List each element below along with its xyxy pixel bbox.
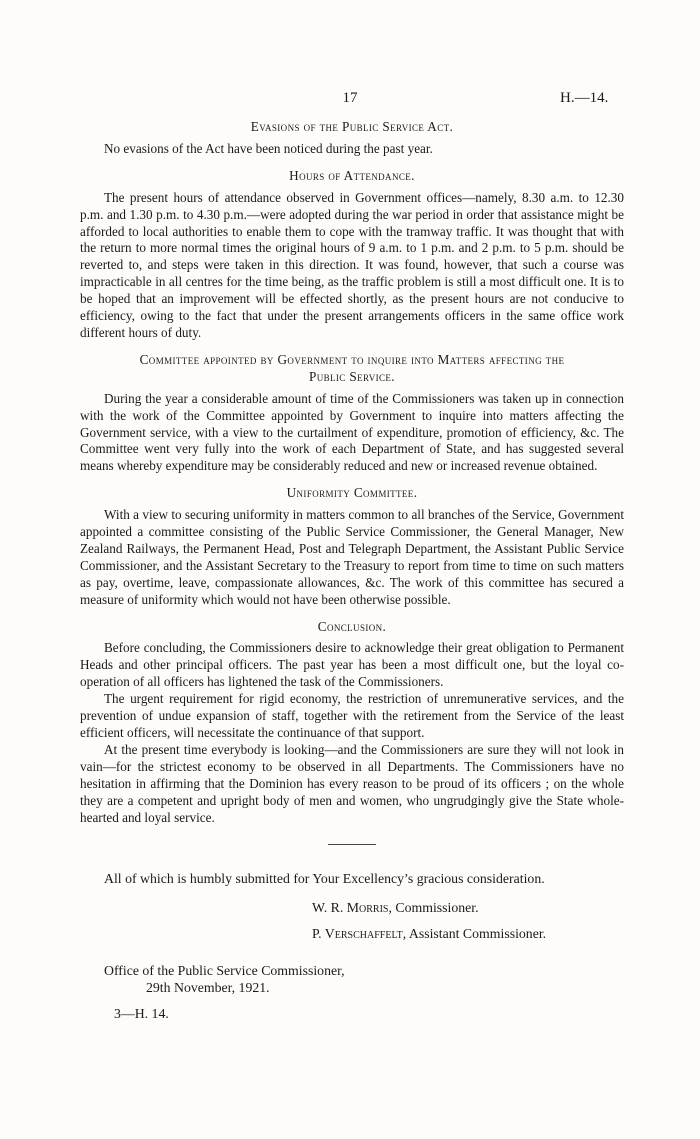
section-conclusion: [80, 619, 624, 827]
section-heading-line: Public Service.: [308, 368, 396, 384]
section-evasions: [80, 119, 624, 158]
section-uniformity: [80, 485, 624, 608]
section-heading: Hours of Attendance.: [289, 167, 415, 183]
section-heading-line: Committee appointed by Government to inquire into Matters affecting the: [139, 351, 565, 367]
signatory: [312, 900, 624, 917]
paragraph: At the present time everybody is looking—and the Commissioners are sure they will not look in vain—for the strictest economy to be observed in all Departments. The Commissioners have no hesitation in affirming that the Dominion has every reason to be proud of its officers ; on the whole they are a competent and upright body of men and women, who ungrudgingly give the State whole-hearted and loyal service.: [80, 741, 624, 825]
submission-statement: All of which is humbly submitted for Your Excellency’s gracious consideration.: [104, 871, 545, 887]
sheet-signature-mark: 3—H. 14.: [114, 1005, 169, 1021]
signatory-name: W. R. Morris: [312, 900, 389, 916]
paragraph: The present hours of attendance observed in Government offices—namely, 8.30 a.m. to 12.30 p.m. and 1.30 p.m. to 4.30 p.m.—were adopted during the war period in order that assistance might be afforded to local authorities to enable them to cope with the tramway traffic. It was thought that with the return to more normal times the original hours of 9 a.m. to 1 p.m. and 2 p.m. to 5 p.m. should be reverted to, and steps were taken in this direction. It was found, however, that such a course was impracticable in all centres for the time being, as the traffic problem is still a most difficult one. It is to be hoped that an improvement will be effected shortly, as the present hours are not conducive to efficiency, owing to the fact that under the present arrangements officers in the same office work different hours of duty.: [80, 189, 624, 340]
signatory-title: , Commissioner.: [388, 900, 479, 916]
signatory: [312, 926, 624, 943]
section-heading: Conclusion.: [317, 618, 387, 634]
signatory-name: P. Verschaffelt: [312, 926, 403, 942]
section-heading: Uniformity Committee.: [286, 485, 418, 501]
signature-block: [312, 900, 624, 943]
page-number: 17: [342, 90, 358, 106]
section-committee: [80, 352, 624, 475]
paragraph: During the year a considerable amount of time of the Commissioners was taken up in connection with the work of the Committee appointed by Government to inquire into matters affecting the Government service, with a view to the curtailment of expenditure, promotion of efficiency, &c. The Committee went very fully into the work of each Department of State, and has suggested several means whereby expenditure may be considerably reduced and new or increased revenue obtained.: [80, 390, 624, 474]
section-heading: [80, 352, 624, 386]
section-hours: [80, 168, 624, 342]
document-reference: H.—14.: [560, 90, 609, 106]
signatory-title: , Assistant Commissioner.: [402, 926, 547, 942]
paragraph: The urgent requirement for rigid economy, the restriction of unremunerative services, and the prevention of undue expansion of staff, together with the retirement from the Service of the least efficient officers, will necessitate the continuance of that support.: [80, 691, 624, 740]
section-divider: [328, 844, 376, 845]
paragraph: No evasions of the Act have been noticed during the past year.: [104, 140, 433, 156]
document-body: [80, 119, 624, 1023]
paragraph: With a view to securing uniformity in matters common to all branches of the Service, Government appointed a committee consisting of the Public Service Commissioner, the General Manager, New Zealand Railways, the Permanent Head, Post and Telegraph Department, the Assistant Public Service Commissioner, and the Assistant Secretary to the Treasury to report from time to time on such matters as pay, overtime, leave, compassionate allowances, &c. The work of this committee has secured a measure of uniformity which would not have been otherwise possible.: [80, 507, 624, 607]
section-heading: Evasions of the Public Service Act.: [250, 119, 454, 134]
document-date: 29th November, 1921.: [146, 980, 270, 996]
paragraph: Before concluding, the Commissioners desire to acknowledge their great obligation to Permanent Heads and other principal officers. The past year has been a most difficult one, but the loyal co-operation of all officers has lightened the task of the Commissioners.: [80, 640, 624, 690]
office-address: Office of the Public Service Commissioner,: [104, 963, 345, 979]
